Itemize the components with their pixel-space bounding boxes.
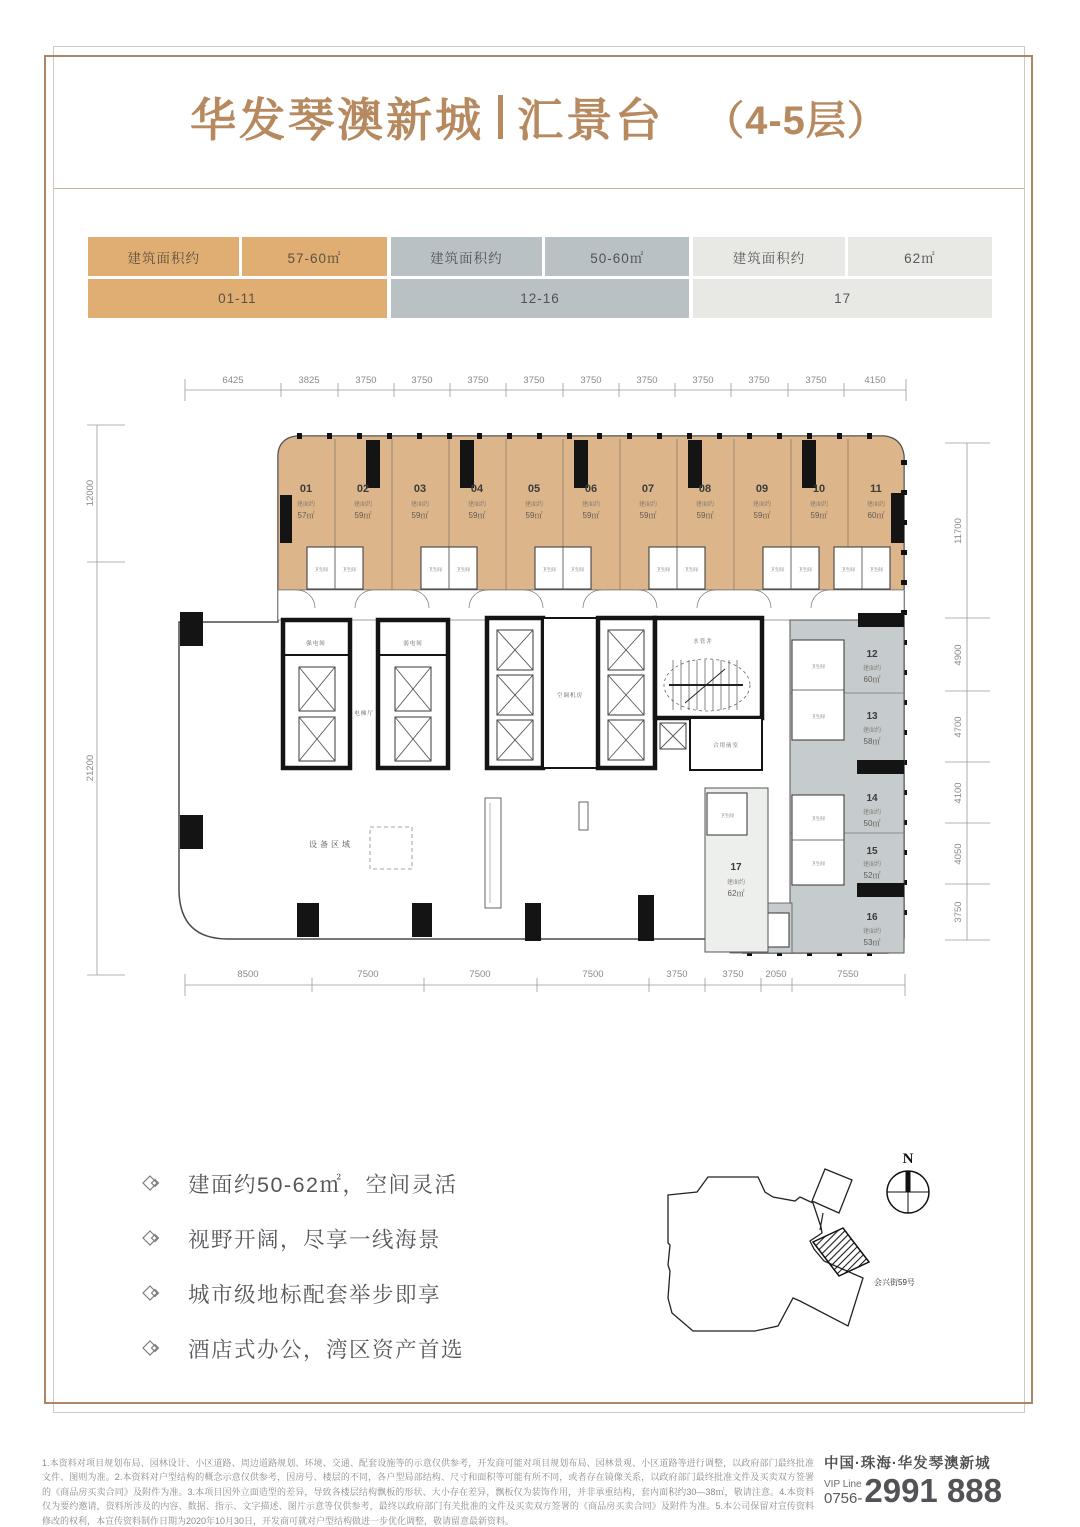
area-label: 建面约 <box>862 862 882 868</box>
dim-label: 3750 <box>411 375 433 386</box>
unit-range: 01-11 <box>88 279 387 318</box>
unit-area: 59㎡ <box>582 511 600 520</box>
table-column-units-01-11 <box>88 237 387 318</box>
unit-area: 50㎡ <box>863 819 881 828</box>
title-divider <box>498 95 503 139</box>
area-label: 建面约 <box>467 502 487 508</box>
floor-plan-drawing <box>85 355 1000 1020</box>
bathroom-label: 卫生间 <box>811 816 825 821</box>
unit-area: 59㎡ <box>810 511 828 520</box>
brand-block <box>824 1452 1042 1509</box>
unit-number: 02 <box>356 483 370 495</box>
header-separator <box>54 188 1024 189</box>
site-plan <box>650 1135 980 1375</box>
area-value: 62㎡ <box>848 237 992 276</box>
area-summary-table <box>88 237 992 318</box>
room-label: 空调机房 <box>556 693 584 699</box>
bullet-item <box>142 1333 464 1364</box>
dimension-labels-top <box>222 375 885 386</box>
dim-label: 11700 <box>953 518 964 544</box>
dim-label: 3750 <box>666 969 688 980</box>
area-label: 建筑面积约 <box>391 237 542 276</box>
bathroom-label: 卫生间 <box>869 567 883 572</box>
dim-label: 3750 <box>805 375 827 386</box>
unit-number: 05 <box>527 483 541 495</box>
bathroom-label: 卫生间 <box>542 567 556 572</box>
diamond-icon <box>142 1229 162 1249</box>
area-label: 建面约 <box>638 502 658 508</box>
core-elevator-bank-3 <box>487 618 543 768</box>
area-label: 建面约 <box>296 502 316 508</box>
phone-area-code: 0756- <box>824 1489 863 1507</box>
compass <box>887 1151 929 1213</box>
unit-number: 03 <box>413 483 427 495</box>
bullet-item <box>142 1168 464 1199</box>
diamond-icon <box>142 1284 162 1304</box>
area-label: 建面约 <box>862 810 882 816</box>
dim-label: 7500 <box>582 969 604 980</box>
unit-number: 16 <box>866 912 878 923</box>
dim-label: 3825 <box>298 375 320 386</box>
bathroom-label: 卫生间 <box>720 813 734 818</box>
dim-label: 3750 <box>355 375 377 386</box>
unit-area: 59㎡ <box>753 511 771 520</box>
unit-area: 59㎡ <box>525 511 543 520</box>
unit-area: 58㎡ <box>863 737 881 746</box>
unit-area: 59㎡ <box>696 511 714 520</box>
dim-label: 4700 <box>953 716 964 738</box>
dim-label: 4050 <box>953 843 964 865</box>
bathroom-label: 卫生间 <box>656 567 670 572</box>
room-label: 合用前室 <box>712 743 740 749</box>
floor-range-label: （4-5层） <box>704 98 888 143</box>
area-label: 建面约 <box>695 502 715 508</box>
room-label: 强电间 <box>306 641 326 647</box>
area-label: 建面约 <box>862 929 882 935</box>
bathroom-label: 卫生间 <box>798 567 812 572</box>
bathroom-label: 卫生间 <box>811 861 825 866</box>
core-elevator-bank-4 <box>598 618 655 768</box>
area-label: 建面约 <box>862 728 882 734</box>
core-ac-room <box>543 618 598 768</box>
unit-number: 17 <box>730 862 742 873</box>
area-label: 建面约 <box>524 502 544 508</box>
bathroom-label: 卫生间 <box>570 567 584 572</box>
area-label: 建面约 <box>353 502 373 508</box>
unit-area: 62㎡ <box>727 889 745 898</box>
phone-prefix-block <box>824 1480 862 1506</box>
area-label: 建面约 <box>410 502 430 508</box>
area-label: 建面约 <box>866 502 886 508</box>
bathroom-label: 卫生间 <box>811 714 825 719</box>
building-title: 汇景台 <box>517 94 665 146</box>
dim-label: 21200 <box>85 754 96 782</box>
unit-number: 13 <box>866 711 878 722</box>
room-label: 电梯厅 <box>354 711 374 717</box>
unit-number: 15 <box>866 846 878 857</box>
dim-label: 3750 <box>580 375 602 386</box>
selling-points <box>142 1168 464 1364</box>
bullet-text: 城市级地标配套举步即享 <box>188 1283 442 1307</box>
brand-name: 中国·珠海·华发琴澳新城 <box>824 1456 991 1472</box>
dim-label: 12000 <box>85 479 96 507</box>
bullet-item <box>142 1278 464 1309</box>
table-column-units-12-16 <box>391 237 690 318</box>
project-title: 华发琴澳新城 <box>190 94 485 146</box>
dim-label: 7500 <box>469 969 491 980</box>
unit-range: 12-16 <box>391 279 690 318</box>
bathroom-label: 卫生间 <box>684 567 698 572</box>
highlighted-building <box>813 1228 869 1276</box>
dim-label: 6425 <box>222 375 244 386</box>
unit-area: 59㎡ <box>411 511 429 520</box>
dim-label: 3750 <box>523 375 545 386</box>
bathroom-label: 卫生间 <box>428 567 442 572</box>
unit-number: 12 <box>866 649 878 660</box>
area-value: 57-60㎡ <box>242 237 386 276</box>
area-label: 建面约 <box>862 666 882 672</box>
unit-area: 59㎡ <box>639 511 657 520</box>
unit-number: 11 <box>870 483 882 495</box>
core-elevator-bank-2 <box>378 620 448 768</box>
unit-area: 53㎡ <box>863 938 881 947</box>
unit-area: 59㎡ <box>354 511 372 520</box>
area-label: 建面约 <box>752 502 772 508</box>
unit-number: 01 <box>299 483 313 495</box>
dim-label: 3750 <box>467 375 489 386</box>
area-label: 建筑面积约 <box>693 237 844 276</box>
area-value: 50-60㎡ <box>545 237 689 276</box>
bathroom-label: 卫生间 <box>770 567 784 572</box>
dim-label: 3750 <box>953 901 964 923</box>
bullet-item <box>142 1223 464 1254</box>
dimension-line-top <box>185 379 906 401</box>
room-label: 弱电间 <box>403 641 423 647</box>
bathroom-label: 卫生间 <box>342 567 356 572</box>
unit-number: 07 <box>641 483 655 495</box>
bullet-text: 视野开阔，尽享一线海景 <box>188 1228 442 1252</box>
bathroom-label: 卫生间 <box>811 664 825 669</box>
dimension-line-bottom <box>185 974 905 996</box>
table-column-unit-17 <box>693 237 992 318</box>
unit-area: 60㎡ <box>867 511 885 520</box>
unit-area: 60㎡ <box>863 675 881 684</box>
disclaimer-text: 1.本资料对项目规划布局、园林设计、小区道路、周边道路规划、环境、交通、配套设施等的示意仅供参考，开发商可能对项目规划布局、园林景观、小区道路等进行调整，以政府部门最终批准文件、图则为准。2.本资料对户型结构的概念示意仅供参考，因房号、楼层的不同，各户型局部结构、尺寸和面积等可能有所不同，或者存在镜像关系，以政府部门最终批准文件及买卖双方签署的《商品房买卖合同》及附件为准。3.本项目因外立面造型的差异，导致各楼层结构飘板的形状、大小存在差异，飘板仅为装饰作用，并非承重结构，套内面积约30—38㎡，敬请注意。4.本资料仅为要约邀请，资料所涉及的内容、数据、指示、文字描述、图片示意等仅供参考，最终以政府部门有关批准的文件及买卖双方签署的《商品房买卖合同》及附件为准。5.本公司保留对宣传资料修改的权利，本宣传资料制作日期为2020年10月30日，开发商可就对户型结构做进一步优化调整，敬请留意最新资料。 <box>42 1458 814 1526</box>
area-label: 建筑面积约 <box>88 237 239 276</box>
diamond-icon <box>142 1174 162 1194</box>
diamond-icon <box>142 1339 162 1359</box>
area-label: 建面约 <box>726 880 746 886</box>
compass-north-label: N <box>902 1151 914 1167</box>
unit-area: 57㎡ <box>297 511 315 520</box>
unit-number: 09 <box>755 483 769 495</box>
bullet-text: 建面约50-62㎡，空间灵活 <box>188 1173 458 1197</box>
dim-label: 3750 <box>636 375 658 386</box>
unit-number: 06 <box>584 483 598 495</box>
unit-number: 14 <box>866 793 878 804</box>
room-label: 水管井 <box>693 639 713 645</box>
bathroom-label: 卫生间 <box>314 567 328 572</box>
area-label: 建面约 <box>809 502 829 508</box>
dim-label: 3750 <box>722 969 744 980</box>
unit-17-zone <box>705 788 768 952</box>
bathroom-label: 卫生间 <box>841 567 855 572</box>
stair-core <box>655 618 762 770</box>
page-header <box>53 48 1025 186</box>
dim-label: 7500 <box>357 969 379 980</box>
bullet-text: 酒店式办公，湾区资产首选 <box>188 1338 465 1362</box>
dimension-line-right <box>945 443 990 940</box>
unit-area: 59㎡ <box>468 511 486 520</box>
dim-label: 3750 <box>748 375 770 386</box>
unit-number: 08 <box>698 483 712 495</box>
corridor <box>278 590 904 620</box>
bathroom-label: 卫生间 <box>456 567 470 572</box>
room-label: 设备区域 <box>309 840 353 849</box>
dim-label: 4150 <box>864 375 886 386</box>
dim-label: 4100 <box>953 782 964 804</box>
core-elevator-bank-1 <box>283 620 350 768</box>
phone-number: 2991 888 <box>864 1472 1003 1509</box>
site-building-outline <box>812 1169 852 1213</box>
building-address-label: 会兴街59号 <box>874 1278 915 1287</box>
unit-number: 04 <box>470 483 484 495</box>
dim-label: 8500 <box>237 969 259 980</box>
unit-number: 10 <box>812 483 826 495</box>
dimension-line-left <box>87 425 125 975</box>
dim-label: 7550 <box>837 969 859 980</box>
unit-area: 52㎡ <box>863 871 881 880</box>
dim-label: 2050 <box>765 969 787 980</box>
dim-label: 3750 <box>692 375 714 386</box>
vip-line-label: VIP Line <box>824 1479 862 1491</box>
footer <box>42 1452 1042 1527</box>
area-label: 建面约 <box>581 502 601 508</box>
unit-range: 17 <box>693 279 992 318</box>
phone-row <box>824 1472 1042 1509</box>
dim-label: 4900 <box>953 644 964 666</box>
dimension-labels-bottom <box>237 969 858 980</box>
